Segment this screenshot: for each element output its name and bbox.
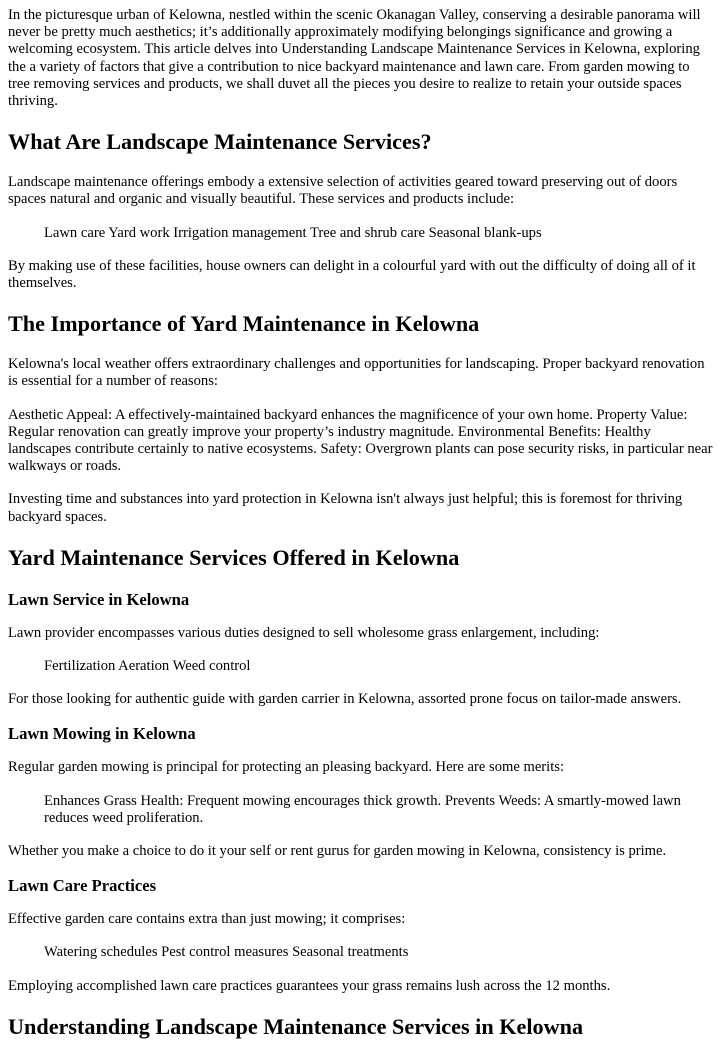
lawn-mowing-paragraph: Regular garden mowing is principal for protecting an pleasing backyard. Here are some merits:	[8, 759, 564, 776]
heading-what-are-services: What Are Landscape Maintenance Services?	[8, 129, 432, 155]
heading-lawn-mowing: Lawn Mowing in Kelowna	[8, 724, 196, 744]
importance-intro-paragraph: Kelowna's local weather offers extraordinary challenges and opportunities for landscaping. Proper backyard renovation is essential for a number of reasons:	[8, 356, 705, 390]
heading-lawn-service: Lawn Service in Kelowna	[8, 589, 190, 609]
heading-understanding: Understanding Landscape Maintenance Services in Kelowna	[8, 1013, 584, 1039]
heading-importance: The Importance of Yard Maintenance in Kelowna	[8, 311, 480, 337]
services-benefit-paragraph: By making use of these facilities, house owners can delight in a colourful yard with out the difficulty of doing all of it themselves.	[8, 257, 696, 292]
lawn-care-list: Watering schedules Pest control measures Seasonal treatments	[44, 944, 409, 961]
heading-lawn-care-practices: Lawn Care Practices	[8, 876, 157, 896]
lawn-mowing-list: Enhances Grass Health: Frequent mowing encourages thick growth. Prevents Weeds: A smartly-mowed lawn reduces weed proliferation.	[44, 792, 681, 826]
lawn-care-conclusion: Employing accomplished lawn care practices guarantees your grass remains lush across the 12 months.	[8, 977, 611, 994]
heading-services-offered: Yard Maintenance Services Offered in Kelowna	[8, 544, 460, 570]
intro-paragraph: In the picturesque urban of Kelowna, nestled within the scenic Okanagan Valley, conserving a desirable panorama will never be pretty much aesthetics; it’s additionally approximately modifying belongings significance and growing a welcoming ecosystem. This article delves into Understanding Landscape Maintenance Services in Kelowna, exploring the a variety of factors that give a contribution to nice backyard maintenance and lawn care. From garden mowing to tree removing services and products, we shall duvet all the pieces you desire to realize to retain your outside spaces thriving.	[8, 7, 701, 110]
importance-conclusion-paragraph: Investing time and substances into yard protection in Kelowna isn't always just helpful; this is foremost for thriving backyard spaces.	[8, 491, 683, 525]
lawn-mowing-conclusion: Whether you make a choice to do it your self or rent gurus for garden mowing in Kelowna, consistency is prime.	[8, 843, 667, 860]
lawn-care-paragraph: Effective garden care contains extra than just mowing; it comprises:	[8, 911, 406, 928]
importance-reasons-paragraph: Aesthetic Appeal: A effectively-maintained backyard enhances the magnificence of your own home. Property Value: Regular renovation can greatly improve your property’s industry magnitude. Environmental Benefits: Healthy landscapes contribute certainly to native ecosystems. Safety: Overgrown plants can pose security risks, in particular near walkways or roads.	[8, 406, 713, 475]
services-intro-paragraph: Landscape maintenance offerings embody a extensive selection of activities geared toward preserving out of doors spaces natural and organic and visually beautiful. These services and products include:	[8, 174, 678, 208]
lawn-service-paragraph: Lawn provider encompasses various duties designed to sell wholesome grass enlargement, including:	[8, 624, 600, 641]
lawn-service-list: Fertilization Aeration Weed control	[44, 658, 251, 675]
lawn-service-conclusion: For those looking for authentic guide with garden carrier in Kelowna, assorted prone focus on tailor-made answers.	[8, 691, 682, 708]
services-list: Lawn care Yard work Irrigation management Tree and shrub care Seasonal blank-ups	[44, 224, 542, 241]
